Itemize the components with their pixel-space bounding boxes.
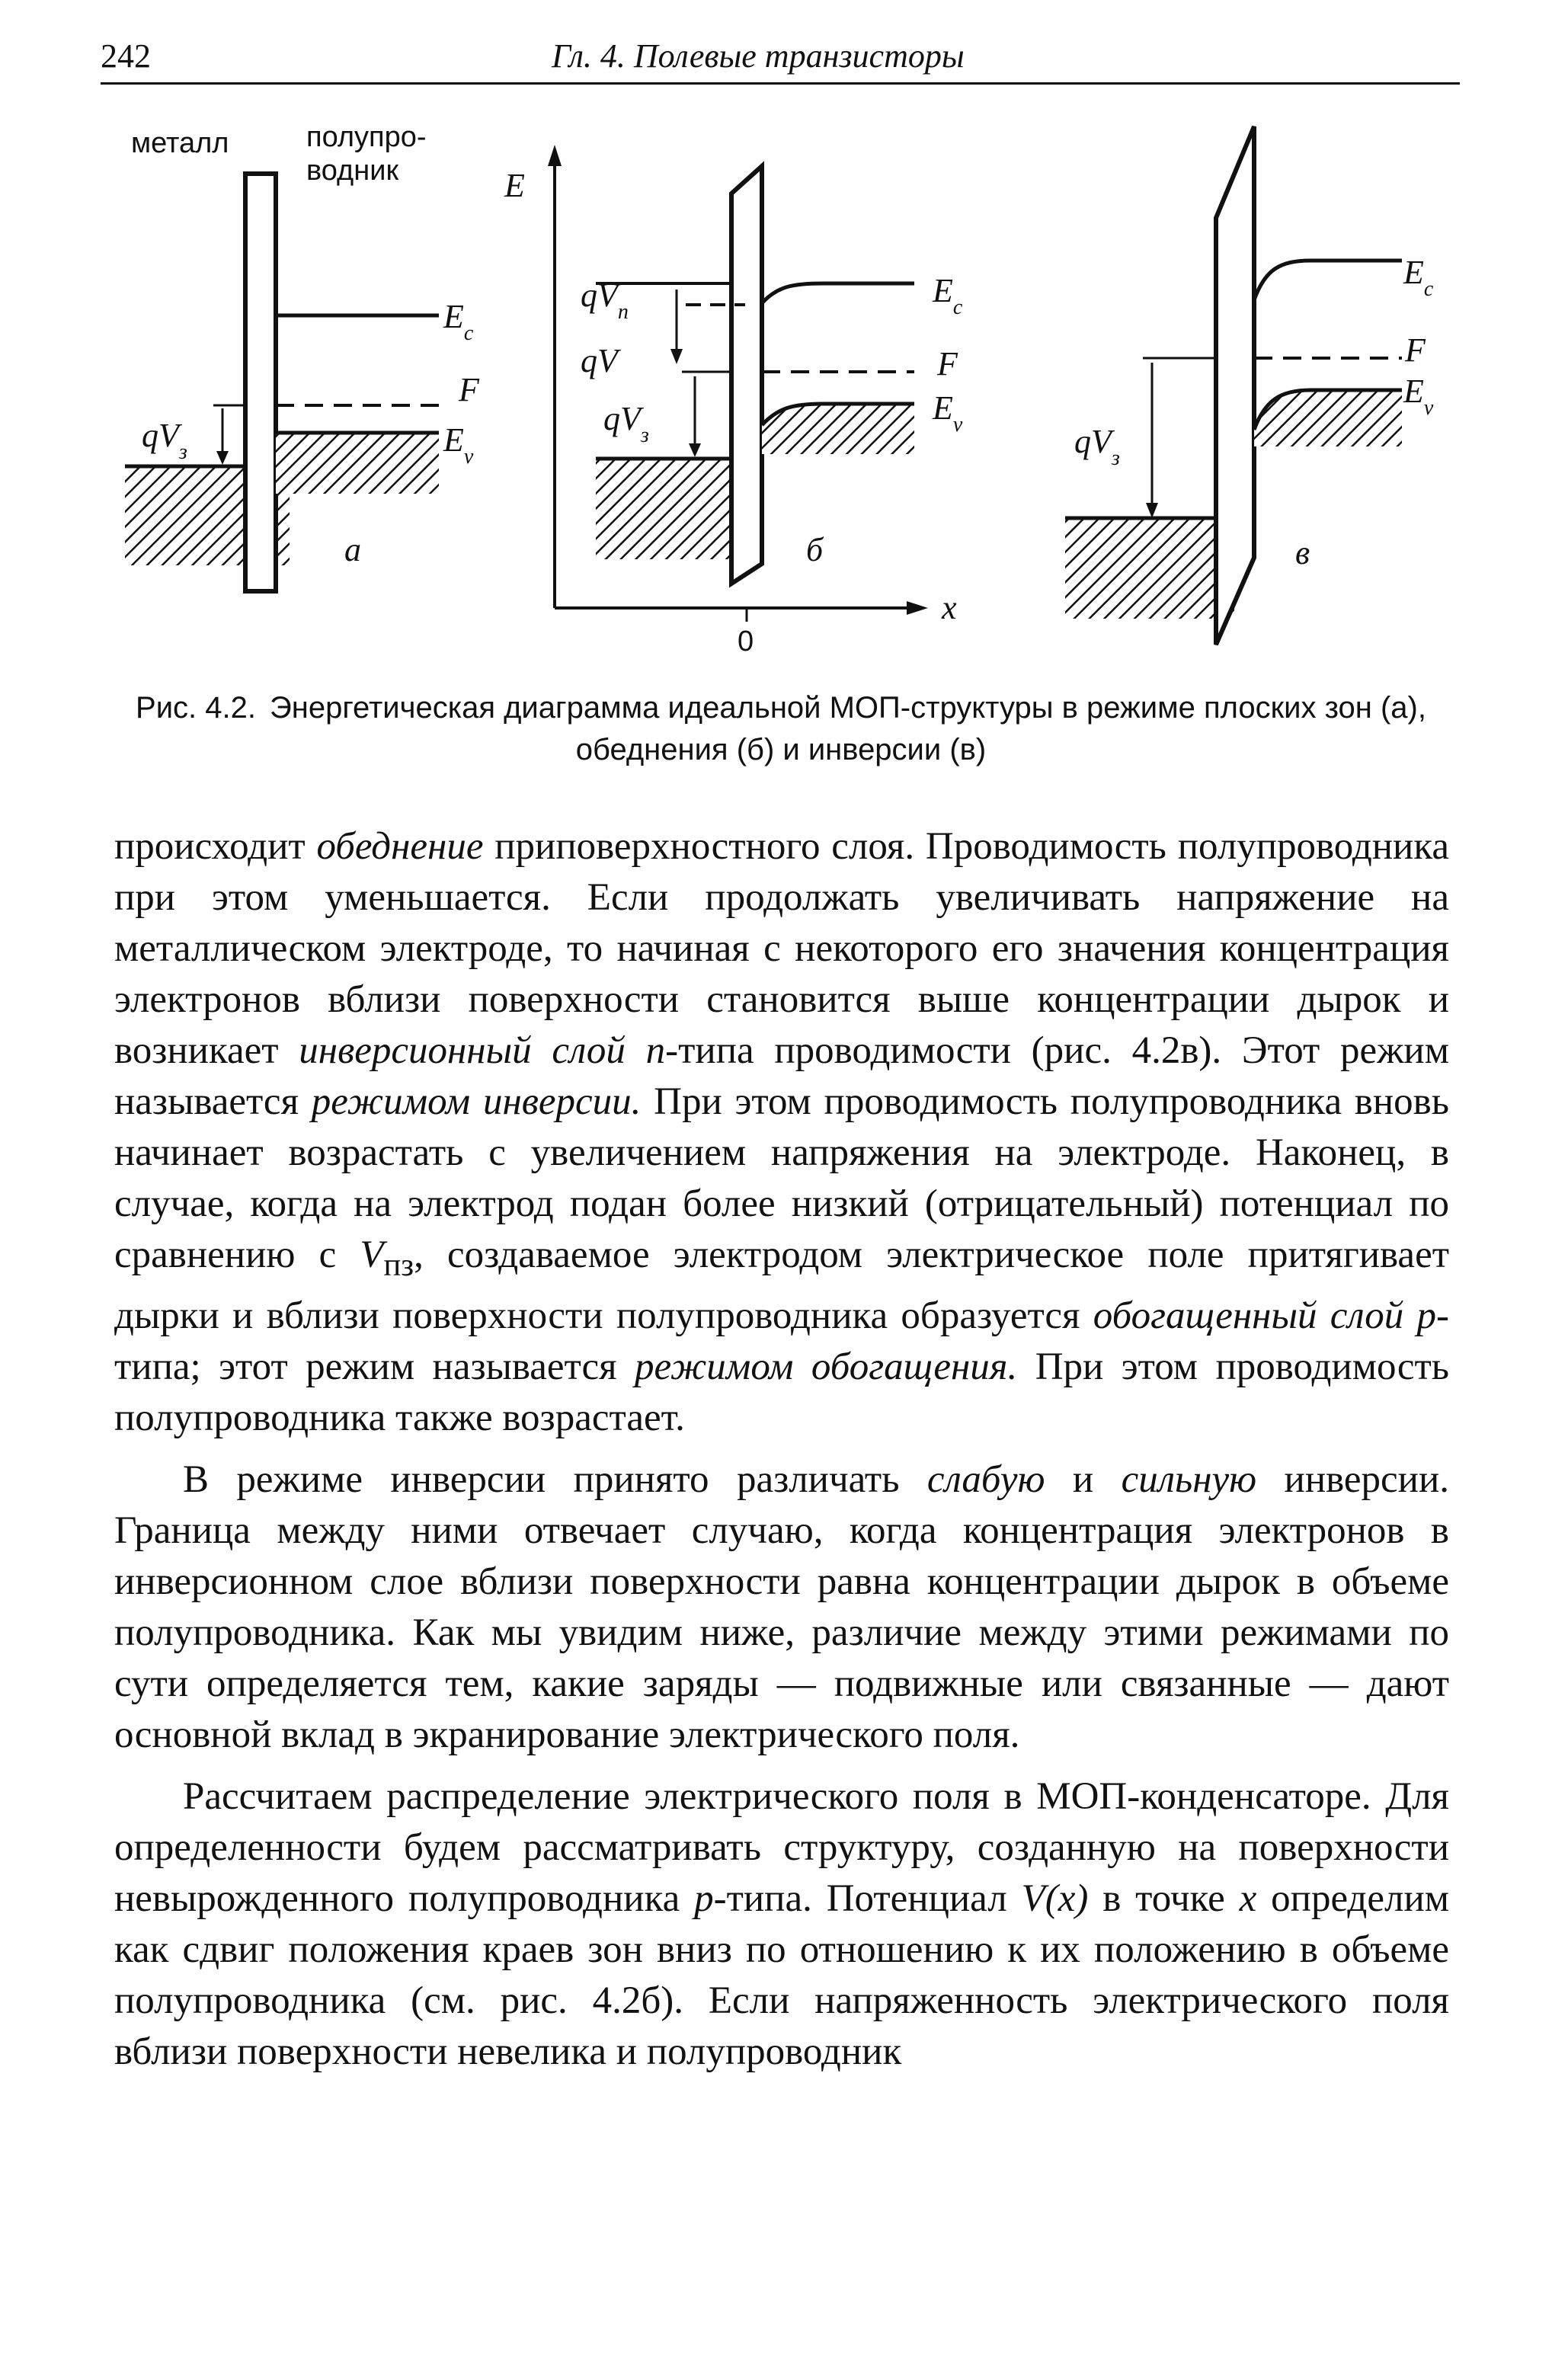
panel-b — [504, 145, 963, 658]
metal-hatch-b — [596, 459, 738, 559]
panel-a — [125, 121, 480, 591]
qv-arrowhead — [670, 349, 683, 364]
energy-axis-arrowhead — [548, 145, 562, 166]
ec-label-a: $E_c$ — [443, 298, 474, 345]
paragraph-1: происходит обеднение приповерхностного слоя. Проводимость полупроводника при этом уменьшается. Если продолжать увеличивать напряжение на металлическом электроде, то начиная с некоторого его значения концентрация электронов вблизи поверхности становится выше концентрации дырок и возникает инверсионный слой n-типа проводимости (рис. 4.2в). Этот режим называется режимом инверсии. При этом проводимость полупроводника вновь начинает возрастать с увеличением напряжения на электроде. Наконец, в случае, когда на электрод подан более низкий (отрицательный) потенциал по сравнению с $V_{пз}$, создаваемое электродом электрическое поле притягивает дырки и вблизи поверхности полупроводника образуется обогащенный слой p-типа; этот режим называется режимом обогащения. При этом проводимость полупроводника также возрастает. — [114, 825, 1450, 1440]
oxide-layer-a — [245, 174, 276, 591]
band-diagram-figure — [91, 107, 1463, 686]
page-number: 242 — [101, 37, 151, 75]
fermi-label-c: F — [1405, 331, 1426, 369]
caption-text: Энергетическая диаграмма идеальной МОП-структуры в режиме плоских зон (а), обеднения (б) и инверсии (в) — [269, 691, 1426, 766]
ev-label-a: $E_v$ — [443, 421, 474, 469]
x-axis-arrowhead — [907, 601, 928, 615]
conduction-band-b — [762, 283, 914, 303]
term-weak: слабую — [926, 1458, 1045, 1502]
semiconductor-label-line2: водник — [306, 155, 399, 187]
qvz-label-a: $qV_з$ — [142, 417, 187, 464]
term-inversion-layer: инверсионный слой — [299, 1029, 626, 1072]
term-inversion-mode: режимом инверсии. — [311, 1080, 642, 1123]
ev-label-b: $E_v$ — [933, 389, 963, 437]
qvz-label-c: $qV_з$ — [1074, 423, 1120, 470]
oxide-layer-b — [731, 166, 762, 584]
metal-label: металл — [131, 127, 229, 159]
valence-band-hatch-b — [762, 404, 914, 454]
term-accumulation-mode: режимом обогащения. — [635, 1345, 1018, 1389]
caption-number: Рис. 4.2. — [136, 691, 256, 725]
panel-a-label: а — [344, 531, 361, 568]
header-rule — [101, 82, 1460, 85]
energy-axis-label: E — [504, 167, 525, 204]
ec-label-b: $E_c$ — [933, 272, 963, 319]
running-head: Гл. 4. Полевые транзисторы — [552, 37, 965, 75]
valence-band-hatch-a — [276, 433, 439, 494]
oxide-layer-c — [1216, 126, 1254, 645]
band-diagram-svg — [91, 107, 1463, 686]
semiconductor-label-line1: полупро- — [306, 121, 427, 153]
symbol-vx: V(x) — [1021, 1877, 1089, 1921]
paragraph-2: В режиме инверсии принято различать слабую и сильную инверсии. Граница между ними отвечает случаю, когда концентрация электронов в инверсионном слое вблизи поверхности равна концентрации дырок в объеме полупроводника. Как мы увидим ниже, различие между этими режимами по сути определяется тем, какие заряды — подвижные или связанные — дают основной вклад в экранирование электрического поля. — [114, 1458, 1450, 1757]
ec-label-c: $E_c$ — [1403, 254, 1434, 301]
term-strong: сильную — [1121, 1458, 1257, 1502]
term-depletion: обеднение — [316, 825, 484, 868]
qv-label: qV — [581, 342, 618, 379]
qvn-label: $qV_п$ — [581, 277, 629, 324]
qvz-arrowhead-c — [1146, 503, 1158, 518]
qvz-arrowhead-b — [689, 443, 701, 457]
panel-c — [1065, 126, 1434, 645]
body-text — [114, 821, 1449, 2078]
ev-label-c: $E_v$ — [1403, 373, 1434, 420]
page-header — [101, 34, 1460, 84]
paragraph-3: Рассчитаем распределение электрического поля в МОП-конденсаторе. Для определенности будем рассматривать структуру, созданную на поверхности невырожденного полупроводника p-типа. Потенциал V(x) в точке x определим как сдвиг положения краев зон вниз по отношению к их положению в объеме полупроводника (см. рис. 4.2б). Если напряженность электрического поля вблизи поверхности невелика и полупроводник — [114, 1775, 1450, 2074]
symbol-x: x — [1239, 1877, 1257, 1921]
conduction-band-c — [1254, 261, 1402, 300]
qvz-arrowhead-a — [216, 451, 229, 465]
panel-b-label: б — [806, 531, 824, 568]
symbol-v: V — [360, 1233, 384, 1276]
x-axis-label: x — [942, 589, 957, 626]
symbol-v-subscript: пз — [383, 1247, 414, 1284]
metal-hatch-c — [1065, 518, 1234, 619]
panel-c-label: в — [1295, 534, 1310, 571]
term-enriched-layer: обогащенный слой — [1093, 1294, 1404, 1338]
fermi-label-b: F — [937, 345, 958, 382]
fermi-label-a: F — [459, 371, 479, 408]
figure-caption — [99, 687, 1463, 771]
origin-label: 0 — [738, 626, 754, 658]
qvz-label-b: $qV_з$ — [603, 400, 649, 447]
